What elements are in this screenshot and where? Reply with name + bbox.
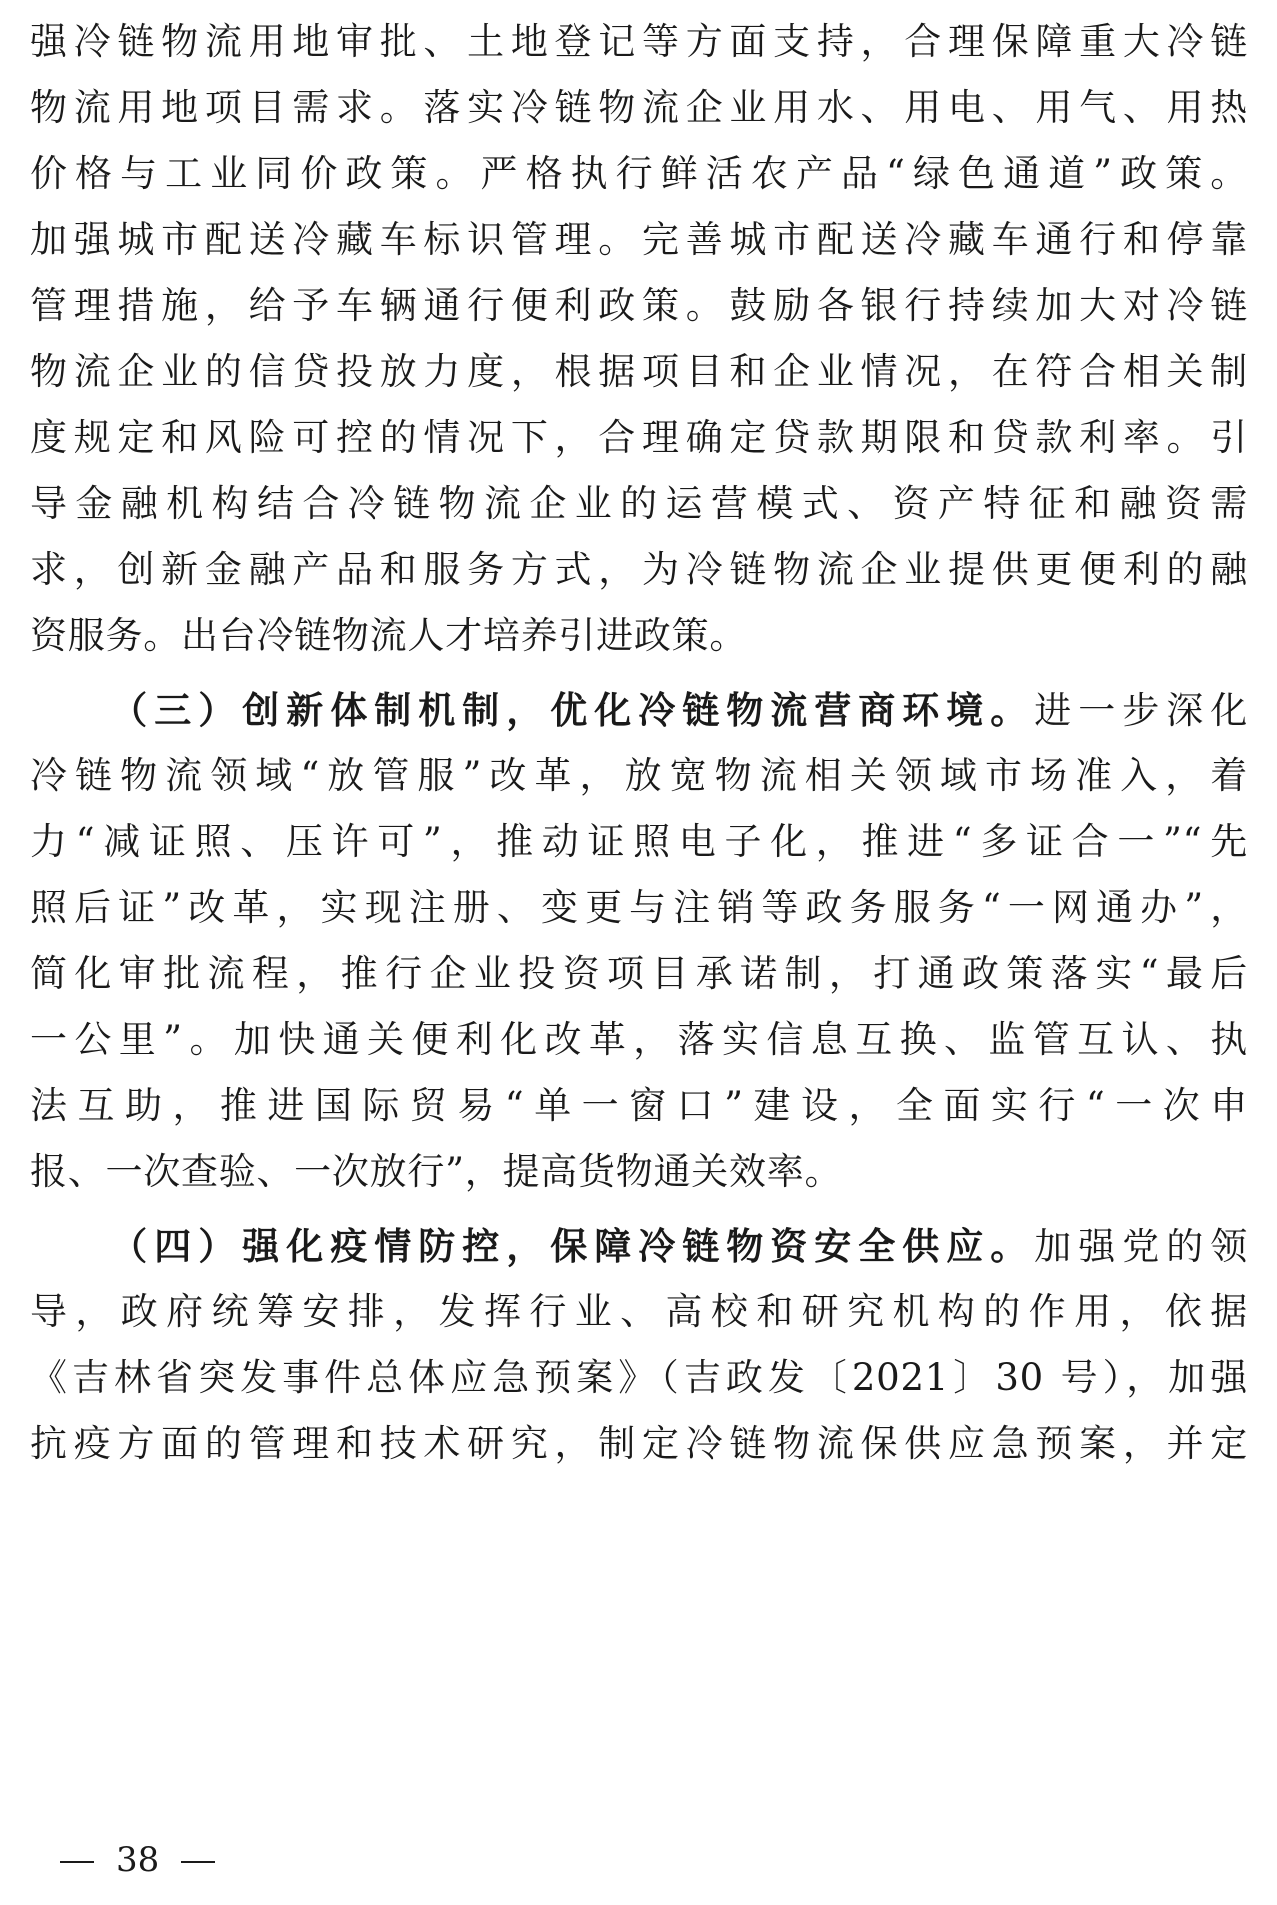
section-4-first-line-rest: 加强党的领	[1034, 1225, 1248, 1268]
text-line: 导，政府统筹安排，发挥行业、高校和研究机构的作用，依据	[30, 1290, 1248, 1333]
text-line: 抗疫方面的管理和技术研究，制定冷链物流保供应急预案，并定	[30, 1422, 1248, 1465]
text-line: 求，创新金融产品和服务方式，为冷链物流企业提供更便利的融	[30, 548, 1248, 591]
footer-dash-right	[181, 1861, 215, 1863]
text-line: 简化审批流程，推行企业投资项目承诺制，打通政策落实“最后	[30, 952, 1248, 995]
section-4-first-line	[30, 1216, 1248, 1276]
text-line: 法互助，推进国际贸易“单一窗口”建设，全面实行“一次申	[30, 1084, 1248, 1127]
text-line: 强冷链物流用地审批、土地登记等方面支持，合理保障重大冷链	[30, 20, 1248, 63]
footer-dash-left	[60, 1861, 94, 1863]
text-line: 物流企业的信贷投放力度，根据项目和企业情况，在符合相关制	[30, 350, 1248, 393]
text-line: 冷链物流领域“放管服”改革，放宽物流相关领域市场准入，着	[30, 754, 1248, 797]
section-3-first-line-rest: 进一步深化	[1034, 689, 1248, 732]
text-line: 照后证”改革，实现注册、变更与注销等政务服务“一网通办”，	[30, 886, 1248, 929]
text-line: 物流用地项目需求。落实冷链物流企业用水、用电、用气、用热	[30, 86, 1248, 129]
text-line: 一公里”。加快通关便利化改革，落实信息互换、监管互认、执	[30, 1018, 1248, 1061]
page-footer	[60, 1840, 215, 1880]
section-3-heading: （三）创新体制机制，优化冷链物流营商环境。	[104, 688, 1035, 732]
text-line: 加强城市配送冷藏车标识管理。完善城市配送冷藏车通行和停靠	[30, 218, 1248, 261]
section-3-first-line	[30, 680, 1248, 740]
text-line: 价格与工业同价政策。严格执行鲜活农产品“绿色通道”政策。	[30, 152, 1248, 195]
text-line: 资服务。出台冷链物流人才培养引进政策。	[30, 614, 748, 657]
section-4-heading: （四）强化疫情防控，保障冷链物资安全供应。	[104, 1224, 1035, 1268]
text-line: 报、一次查验、一次放行”，提高货物通关效率。	[30, 1150, 843, 1193]
text-line: 《吉林省突发事件总体应急预案》（吉政发〔2021〕30 号），加强	[30, 1356, 1248, 1399]
page-number: 38	[116, 1840, 160, 1880]
text-line: 度规定和风险可控的情况下，合理确定贷款期限和贷款利率。引	[30, 416, 1248, 459]
text-line: 导金融机构结合冷链物流企业的运营模式、资产特征和融资需	[30, 482, 1248, 525]
text-line: 管理措施，给予车辆通行便利政策。鼓励各银行持续加大对冷链	[30, 284, 1248, 327]
text-line: 力“减证照、压许可”，推动证照电子化，推进“多证合一”“先	[30, 820, 1248, 863]
